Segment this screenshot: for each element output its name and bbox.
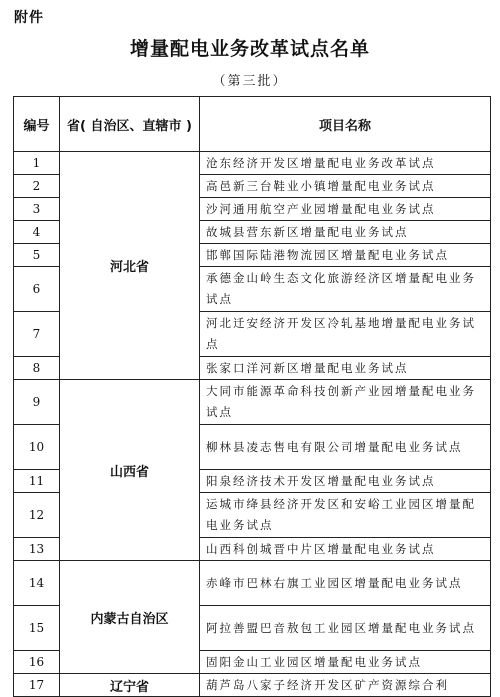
province-cell: 内蒙古自治区 — [60, 561, 200, 674]
row-number: 5 — [14, 244, 60, 267]
project-name: 柳林县凌志售电有限公司增量配电业务试点 — [200, 425, 491, 470]
row-number: 1 — [14, 152, 60, 175]
project-name: 大同市能源革命科技创新产业园增量配电业务试点 — [200, 380, 491, 425]
project-name: 张家口洋河新区增量配电业务试点 — [200, 357, 491, 380]
table-header-row — [14, 97, 491, 152]
project-name: 沙河通用航空产业园增量配电业务试点 — [200, 198, 491, 221]
header-number: 编号 — [14, 97, 60, 152]
project-name: 赤峰市巴林右旗工业园区增量配电业务试点 — [200, 561, 491, 606]
table-row — [14, 561, 491, 606]
row-number: 4 — [14, 221, 60, 244]
project-name: 高邑新三台鞋业小镇增量配电业务试点 — [200, 175, 491, 198]
province-cell: 河北省 — [60, 152, 200, 380]
project-name: 邯郸国际陆港物流园区增量配电业务试点 — [200, 244, 491, 267]
project-name: 故城县营东新区增量配电业务试点 — [200, 221, 491, 244]
project-name: 沧东经济开发区增量配电业务改革试点 — [200, 152, 491, 175]
row-number: 13 — [14, 538, 60, 561]
header-project-name: 项目名称 — [200, 97, 491, 152]
row-number: 12 — [14, 493, 60, 538]
project-name: 固阳金山工业园区增量配电业务试点 — [200, 651, 491, 674]
table-body — [14, 152, 491, 697]
table-row — [14, 380, 491, 425]
row-number: 6 — [14, 267, 60, 312]
row-number: 3 — [14, 198, 60, 221]
row-number: 11 — [14, 470, 60, 493]
table-row — [14, 674, 491, 697]
table-row — [14, 152, 491, 175]
row-number: 8 — [14, 357, 60, 380]
project-name: 葫芦岛八家子经济开发区矿产资源综合利 — [200, 674, 491, 697]
row-number: 14 — [14, 561, 60, 606]
project-name: 承德金山岭生态文化旅游经济区增量配电业务试点 — [200, 267, 491, 312]
project-name: 山西科创城晋中片区增量配电业务试点 — [200, 538, 491, 561]
header-province: 省( 自治区、直辖市 ) — [60, 97, 200, 152]
project-name: 河北迁安经济开发区冷轧基地增量配电业务试点 — [200, 312, 491, 357]
document-title: 增量配电业务改革试点名单 — [129, 38, 370, 60]
project-name: 阳泉经济技术开发区增量配电业务试点 — [200, 470, 491, 493]
row-number: 17 — [14, 674, 60, 697]
row-number: 7 — [14, 312, 60, 357]
row-number: 16 — [14, 651, 60, 674]
attachment-label: 附件 — [14, 10, 44, 26]
project-name: 阿拉善盟巴音敖包工业园区增量配电业务试点 — [200, 606, 491, 651]
province-cell: 山西省 — [60, 380, 200, 561]
batch-subtitle: （第三批） — [212, 74, 288, 89]
row-number: 10 — [14, 425, 60, 470]
row-number: 15 — [14, 606, 60, 651]
pilot-list-table — [13, 96, 491, 697]
row-number: 2 — [14, 175, 60, 198]
project-name: 运城市绛县经济开发区和安峪工业园区增量配电业务试点 — [200, 493, 491, 538]
province-cell: 辽宁省 — [60, 674, 200, 697]
row-number: 9 — [14, 380, 60, 425]
